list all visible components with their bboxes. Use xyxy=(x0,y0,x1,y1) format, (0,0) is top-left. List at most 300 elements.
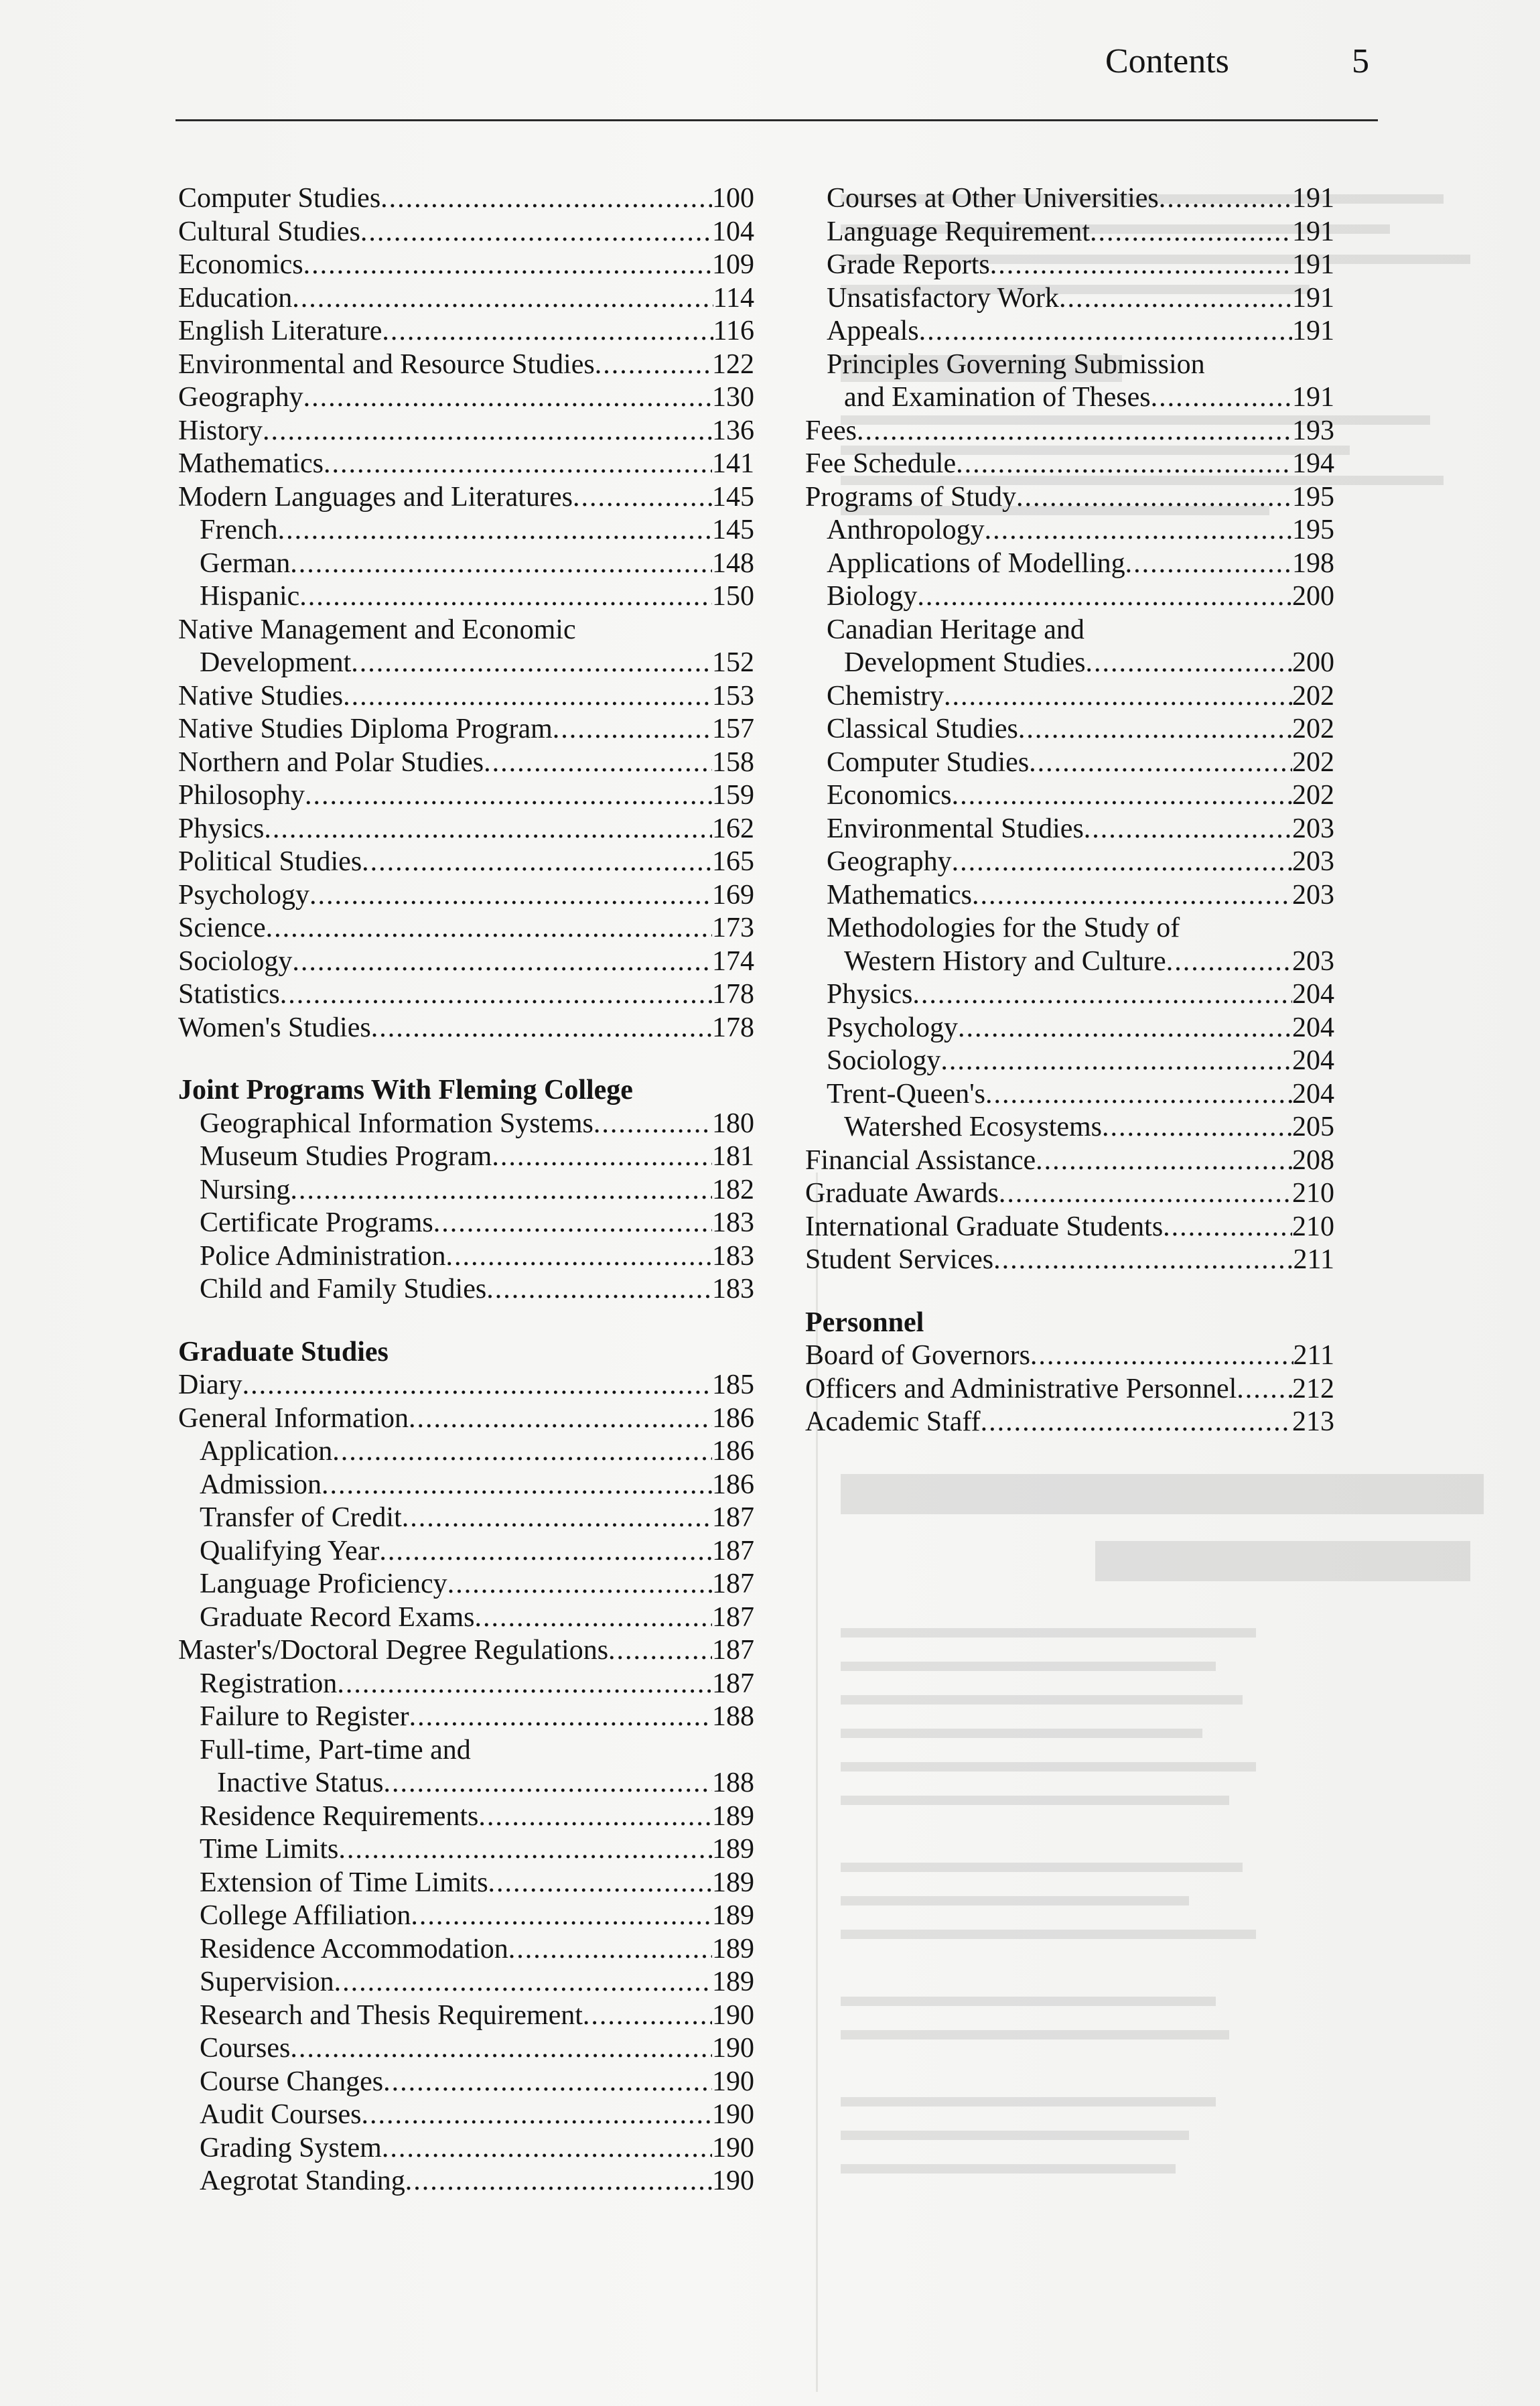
toc-entry-page: 183 xyxy=(712,1240,754,1272)
toc-entry[interactable] xyxy=(178,315,754,348)
toc-entry-page: 190 xyxy=(712,1999,754,2031)
dot-leader xyxy=(1237,1373,1292,1406)
toc-entry[interactable] xyxy=(805,381,1334,415)
toc-entry-page: 183 xyxy=(712,1207,754,1238)
dot-leader xyxy=(324,448,712,481)
toc-entry-page: 189 xyxy=(712,1867,754,1898)
toc-entry-title: Grading System xyxy=(200,2132,382,2163)
toc-entry[interactable] xyxy=(805,713,1334,746)
toc-entry[interactable] xyxy=(805,448,1334,481)
toc-entry-page: 202 xyxy=(1292,680,1334,712)
toc-entry[interactable] xyxy=(178,216,754,249)
toc-entry-title: Applications of Modelling xyxy=(827,547,1125,579)
toc-entry[interactable] xyxy=(178,846,754,879)
toc-entry[interactable] xyxy=(178,1174,754,1207)
dot-leader xyxy=(1018,713,1292,746)
dot-leader xyxy=(360,216,712,249)
toc-entry[interactable] xyxy=(178,1402,754,1436)
toc-entry[interactable] xyxy=(805,481,1334,515)
toc-entry-title: Application xyxy=(200,1436,333,1467)
toc-entry[interactable] xyxy=(178,1700,754,1734)
dot-leader xyxy=(290,1174,712,1207)
dot-leader xyxy=(1125,547,1292,581)
toc-entry-title: Courses at Other Universities xyxy=(827,183,1159,214)
dot-leader xyxy=(488,1867,712,1900)
toc-entry[interactable] xyxy=(178,514,754,547)
dot-leader xyxy=(508,1933,712,1966)
dot-leader xyxy=(593,1108,712,1141)
dot-leader xyxy=(1085,647,1292,680)
toc-entry[interactable] xyxy=(178,813,754,846)
toc-entry-page: 148 xyxy=(712,547,754,579)
toc-entry[interactable] xyxy=(178,2165,754,2198)
toc-entry[interactable] xyxy=(805,680,1334,714)
toc-entry[interactable] xyxy=(805,1406,1334,1439)
toc-section-heading: Joint Programs With Fleming College xyxy=(178,1075,633,1106)
dot-leader xyxy=(322,1469,712,1502)
toc-entry-page: 150 xyxy=(712,581,754,612)
dot-leader xyxy=(242,1369,712,1402)
toc-entry[interactable] xyxy=(178,1634,754,1668)
toc-entry-page: 191 xyxy=(1292,183,1334,214)
toc-entry[interactable] xyxy=(178,547,754,581)
toc-entry-title: Courses xyxy=(200,2033,291,2064)
toc-entry-title: Women's Studies xyxy=(178,1012,371,1043)
dot-leader xyxy=(305,779,712,813)
dot-leader xyxy=(1151,381,1292,415)
toc-entry-title: Northern and Polar Studies xyxy=(178,746,484,778)
toc-entry-title: Physics xyxy=(178,813,265,844)
toc-entry[interactable] xyxy=(805,1373,1334,1406)
toc-entry[interactable] xyxy=(178,746,754,780)
toc-entry[interactable] xyxy=(178,680,754,714)
toc-entry-title: Academic Staff xyxy=(805,1406,981,1437)
toc-entry-title: Native Studies xyxy=(178,680,344,712)
toc-entry-page: 187 xyxy=(712,1668,754,1699)
toc-entry-page: 203 xyxy=(1292,945,1334,977)
dot-leader xyxy=(475,1601,712,1635)
toc-entry-title: German xyxy=(200,547,291,579)
toc-entry[interactable] xyxy=(178,1568,754,1601)
toc-entry-page: 203 xyxy=(1292,879,1334,911)
toc-section-heading: Personnel xyxy=(805,1307,924,1338)
toc-entry-title: History xyxy=(178,415,263,446)
toc-entry-title: Residence Accommodation xyxy=(200,1933,508,1964)
toc-entry[interactable] xyxy=(178,2132,754,2165)
toc-entry-page: 180 xyxy=(712,1108,754,1139)
toc-entry[interactable] xyxy=(178,1833,754,1867)
dot-leader xyxy=(990,249,1292,282)
toc-entry-title: Environmental Studies xyxy=(827,813,1084,844)
toc-entry[interactable] xyxy=(178,978,754,1012)
toc-entry-title: Native Studies Diploma Program xyxy=(178,714,553,744)
toc-entry[interactable] xyxy=(805,1177,1334,1211)
dot-leader xyxy=(362,846,712,879)
dot-leader xyxy=(912,978,1292,1012)
dot-leader xyxy=(264,813,712,846)
toc-entry-title: International Graduate Students xyxy=(805,1211,1164,1242)
dot-leader xyxy=(402,1501,712,1535)
dot-leader xyxy=(278,514,712,547)
toc-entry[interactable] xyxy=(178,1800,754,1834)
dot-leader xyxy=(999,1177,1292,1211)
toc-entry-title: Development xyxy=(200,647,352,678)
header-rule xyxy=(176,119,1378,121)
toc-entry[interactable] xyxy=(805,846,1334,879)
toc-entry-page: 186 xyxy=(712,1402,754,1434)
toc-entry-page: 205 xyxy=(1292,1112,1334,1142)
toc-entry[interactable] xyxy=(178,1369,754,1402)
toc-entry[interactable] xyxy=(178,1999,754,2033)
toc-entry[interactable] xyxy=(805,315,1334,348)
dot-leader xyxy=(993,1244,1293,1277)
toc-entry[interactable] xyxy=(178,2066,754,2099)
toc-entry-title: Hispanic xyxy=(200,581,300,612)
toc-entry-title: Cultural Studies xyxy=(178,216,360,247)
toc-entry[interactable] xyxy=(178,580,754,614)
dot-leader xyxy=(985,1078,1292,1112)
toc-entry-page: 178 xyxy=(712,1012,754,1043)
toc-entry-page: 182 xyxy=(712,1174,754,1205)
dot-leader xyxy=(1036,1144,1292,1178)
toc-entry-page: 190 xyxy=(712,2099,754,2130)
toc-entry-page: 158 xyxy=(712,746,754,778)
dot-leader xyxy=(303,249,712,282)
toc-entry-title: Physics xyxy=(827,979,913,1010)
toc-entry[interactable] xyxy=(178,912,754,945)
dot-leader xyxy=(280,978,712,1012)
toc-entry-page: 203 xyxy=(1292,813,1334,844)
toc-entry-title: General Information xyxy=(178,1402,409,1434)
toc-entry-title: Anthropology xyxy=(827,515,985,545)
toc-entry[interactable] xyxy=(178,481,754,515)
toc-entry[interactable] xyxy=(178,1535,754,1568)
toc-entry-title: Unsatisfactory Work xyxy=(827,282,1059,314)
toc-entry[interactable] xyxy=(178,348,754,382)
toc-entry[interactable] xyxy=(178,1108,754,1141)
toc-entry[interactable] xyxy=(805,580,1334,614)
toc-entry-page: 198 xyxy=(1292,547,1334,579)
dot-leader xyxy=(383,2066,712,2099)
toc-entry[interactable] xyxy=(178,282,754,316)
toc-entry-page: 152 xyxy=(712,647,754,678)
toc-entry-title: Audit Courses xyxy=(200,2099,362,2130)
toc-entry[interactable] xyxy=(178,415,754,448)
toc-entry[interactable] xyxy=(805,779,1334,813)
toc-entry-title: Admission xyxy=(200,1469,322,1500)
toc-entry[interactable] xyxy=(805,1339,1334,1373)
section-spacer xyxy=(178,1307,754,1320)
toc-entry-title: Biology xyxy=(827,581,918,612)
dot-leader xyxy=(1016,481,1292,515)
dot-leader xyxy=(447,1568,712,1601)
toc-entry-title: Mathematics xyxy=(178,448,324,479)
dot-leader xyxy=(985,514,1292,547)
toc-entry[interactable] xyxy=(805,282,1334,316)
toc-entry-continued: Principles Governing Submission xyxy=(827,348,1205,380)
toc-entry-page: 204 xyxy=(1292,1045,1334,1076)
toc-entry-page: 100 xyxy=(712,183,754,214)
toc-entry-page: 187 xyxy=(712,1535,754,1566)
dot-leader xyxy=(952,779,1292,813)
dot-leader xyxy=(1059,282,1292,316)
dot-leader xyxy=(303,381,712,415)
toc-entry-page: 145 xyxy=(712,481,754,513)
toc-entry-title: Statistics xyxy=(178,979,280,1010)
dot-leader xyxy=(362,2098,713,2132)
toc-entry[interactable] xyxy=(805,547,1334,581)
toc-entry-page: 186 xyxy=(712,1469,754,1500)
toc-entry-page: 211 xyxy=(1293,1244,1334,1275)
toc-entry[interactable] xyxy=(178,1140,754,1174)
toc-entry-page: 202 xyxy=(1292,746,1334,778)
toc-entry[interactable] xyxy=(178,1933,754,1966)
dot-leader xyxy=(292,282,713,316)
toc-entry-page: 190 xyxy=(712,2165,754,2196)
dot-leader xyxy=(1030,1339,1293,1373)
toc-entry-title: Computer Studies xyxy=(178,183,381,214)
toc-entry-page: 208 xyxy=(1292,1144,1334,1176)
dot-leader xyxy=(409,1700,712,1734)
dot-leader xyxy=(405,2165,712,2198)
toc-entry-page: 190 xyxy=(712,2033,754,2064)
toc-entry[interactable] xyxy=(805,415,1334,448)
toc-entry-title: and Examination of Theses xyxy=(844,382,1151,413)
toc-entry[interactable] xyxy=(805,647,1334,680)
toc-entry[interactable] xyxy=(178,1668,754,1701)
toc-entry-title: Supervision xyxy=(200,1966,334,1997)
toc-entry-title: Economics xyxy=(178,249,303,280)
toc-entry-title: Extension of Time Limits xyxy=(200,1867,488,1898)
toc-entry-title: Computer Studies xyxy=(827,746,1030,778)
toc-entry-title: Development Studies xyxy=(844,647,1086,678)
toc-entry[interactable] xyxy=(178,1966,754,1999)
toc-entry-title: Diary xyxy=(178,1369,242,1400)
toc-entry[interactable] xyxy=(178,779,754,813)
toc-entry-page: 178 xyxy=(712,979,754,1010)
toc-entry-page: 189 xyxy=(712,1933,754,1964)
toc-entry[interactable] xyxy=(178,1469,754,1502)
dot-leader xyxy=(944,680,1292,714)
toc-entry[interactable] xyxy=(805,879,1334,913)
dot-leader xyxy=(411,1899,712,1933)
toc-entry-page: 202 xyxy=(1292,714,1334,744)
dot-leader xyxy=(332,1435,712,1469)
toc-entry-page: 195 xyxy=(1292,515,1334,545)
toc-entry[interactable] xyxy=(178,2098,754,2132)
toc-entry-page: 189 xyxy=(712,1800,754,1832)
dot-leader xyxy=(379,1535,712,1568)
toc-entry[interactable] xyxy=(805,945,1334,979)
dot-leader xyxy=(917,580,1292,614)
toc-entry-page: 187 xyxy=(712,1502,754,1533)
toc-entry-title: Appeals xyxy=(827,316,919,346)
toc-entry-title: Psychology xyxy=(827,1012,959,1043)
toc-entry[interactable] xyxy=(805,746,1334,780)
dot-leader xyxy=(309,879,712,913)
toc-entry-title: Modern Languages and Literatures xyxy=(178,481,573,513)
toc-entry-page: 187 xyxy=(712,1601,754,1633)
toc-entry-title: Master's/Doctoral Degree Regulations xyxy=(178,1635,609,1666)
toc-entry-continued: Canadian Heritage and xyxy=(827,614,1084,645)
toc-entry[interactable] xyxy=(178,2032,754,2066)
toc-entry[interactable] xyxy=(178,448,754,481)
toc-entry-page: 114 xyxy=(713,282,754,314)
toc-entry[interactable] xyxy=(178,1501,754,1535)
toc-entry-continued: Methodologies for the Study of xyxy=(827,913,1180,943)
toc-entry-title: Grade Reports xyxy=(827,249,990,280)
toc-entry-title: Nursing xyxy=(200,1174,291,1205)
toc-entry-title: Graduate Record Exams xyxy=(200,1601,475,1633)
toc-entry-title: Western History and Culture xyxy=(844,945,1166,977)
dot-leader xyxy=(956,448,1292,481)
toc-entry[interactable] xyxy=(178,945,754,979)
dot-leader xyxy=(972,879,1292,913)
dot-leader xyxy=(857,415,1292,448)
dot-leader xyxy=(290,547,712,581)
toc-entry[interactable] xyxy=(178,1207,754,1240)
toc-entry-title: Time Limits xyxy=(200,1834,339,1865)
dot-leader xyxy=(338,1833,712,1867)
toc-entry[interactable] xyxy=(178,1867,754,1900)
toc-entry[interactable] xyxy=(178,1767,754,1800)
toc-entry-page: 104 xyxy=(712,216,754,247)
dot-leader xyxy=(299,580,712,614)
toc-entry-title: Philosophy xyxy=(178,780,305,811)
toc-entry[interactable] xyxy=(805,1078,1334,1112)
section-spacer xyxy=(805,1277,1334,1290)
header-page-number: 5 xyxy=(1352,42,1369,80)
toc-entry[interactable] xyxy=(805,249,1334,282)
toc-entry-title: French xyxy=(200,515,278,545)
toc-entry-page: 122 xyxy=(712,348,754,380)
toc-entry-page: 145 xyxy=(712,515,754,545)
section-spacer xyxy=(178,1045,754,1058)
header-title: Contents xyxy=(1105,42,1229,80)
toc-entry[interactable] xyxy=(805,1045,1334,1078)
dot-leader xyxy=(290,2032,712,2066)
toc-entry-page: 211 xyxy=(1293,1340,1334,1371)
toc-entry[interactable] xyxy=(178,249,754,282)
toc-entry-page: 153 xyxy=(712,680,754,712)
toc-entry-page: 189 xyxy=(712,1966,754,1997)
toc-entry[interactable] xyxy=(805,813,1334,846)
toc-entry[interactable] xyxy=(178,1899,754,1933)
toc-entry[interactable] xyxy=(178,1240,754,1274)
toc-entry-page: 213 xyxy=(1292,1406,1334,1437)
toc-entry[interactable] xyxy=(805,1111,1334,1144)
toc-right-column xyxy=(805,182,1334,1439)
dot-leader xyxy=(981,1406,1292,1439)
toc-entry-page: 190 xyxy=(712,2132,754,2163)
toc-entry-page: 109 xyxy=(712,249,754,280)
dot-leader xyxy=(595,348,712,382)
toc-entry-page: 188 xyxy=(712,1767,754,1798)
toc-entry-title: Aegrotat Standing xyxy=(200,2165,405,2196)
dot-leader xyxy=(1090,216,1292,249)
toc-entry-page: 195 xyxy=(1292,481,1334,513)
toc-entry[interactable] xyxy=(805,514,1334,547)
toc-entry-title: Language Requirement xyxy=(827,216,1091,247)
dot-leader xyxy=(478,1800,712,1834)
toc-entry[interactable] xyxy=(805,216,1334,249)
toc-section-heading: Graduate Studies xyxy=(178,1336,389,1367)
dot-leader xyxy=(583,1999,712,2033)
toc-entry-page: 181 xyxy=(712,1141,754,1172)
toc-entry-title: English Literature xyxy=(178,316,382,346)
dot-leader xyxy=(382,315,713,348)
toc-entry-page: 159 xyxy=(712,780,754,811)
toc-entry-title: Education xyxy=(178,282,293,314)
toc-entry-title: Sociology xyxy=(178,945,293,977)
toc-entry-title: Mathematics xyxy=(827,879,972,911)
dot-leader xyxy=(371,1012,712,1045)
toc-entry-page: 200 xyxy=(1292,647,1334,678)
toc-entry[interactable] xyxy=(805,1211,1334,1244)
toc-entry-page: 191 xyxy=(1292,316,1334,346)
toc-entry-title: Inactive Status xyxy=(217,1767,384,1798)
toc-entry-title: Geography xyxy=(827,846,952,877)
toc-entry-title: Qualifying Year xyxy=(200,1535,380,1566)
toc-entry-title: Language Proficiency xyxy=(200,1568,447,1599)
toc-entry-page: 188 xyxy=(712,1701,754,1732)
toc-entry-title: Museum Studies Program xyxy=(200,1141,492,1172)
toc-entry[interactable] xyxy=(178,647,754,680)
toc-entry-page: 165 xyxy=(712,846,754,877)
toc-entry-page: 191 xyxy=(1292,282,1334,314)
toc-entry[interactable] xyxy=(178,713,754,746)
toc-entry-page: 187 xyxy=(712,1635,754,1666)
toc-entry-title: Economics xyxy=(827,780,952,811)
toc-entry-title: Residence Requirements xyxy=(200,1800,479,1832)
dot-leader xyxy=(266,912,712,945)
toc-entry[interactable] xyxy=(178,1601,754,1635)
toc-entry-title: Geography xyxy=(178,382,303,413)
toc-entry-title: Psychology xyxy=(178,879,310,911)
dot-leader xyxy=(351,647,712,680)
dot-leader xyxy=(337,1668,712,1701)
toc-entry-page: 187 xyxy=(712,1568,754,1599)
toc-entry-page: 191 xyxy=(1292,249,1334,280)
toc-entry[interactable] xyxy=(805,978,1334,1012)
toc-entry-page: 200 xyxy=(1292,581,1334,612)
toc-entry-page: 130 xyxy=(712,382,754,413)
dot-leader xyxy=(608,1634,712,1668)
toc-entry[interactable] xyxy=(178,381,754,415)
toc-entry[interactable] xyxy=(178,1435,754,1469)
toc-entry[interactable] xyxy=(178,1273,754,1307)
toc-entry-page: 210 xyxy=(1292,1211,1334,1242)
toc-entry-title: Course Changes xyxy=(200,2066,384,2097)
toc-entry[interactable] xyxy=(805,1244,1334,1277)
toc-entry[interactable] xyxy=(178,182,754,216)
toc-entry[interactable] xyxy=(178,1012,754,1045)
dot-leader xyxy=(958,1012,1292,1045)
toc-entry-page: 212 xyxy=(1292,1373,1334,1404)
toc-entry-page: 162 xyxy=(712,813,754,844)
toc-entry-title: Science xyxy=(178,913,266,943)
toc-entry[interactable] xyxy=(805,1144,1334,1178)
toc-entry[interactable] xyxy=(805,182,1334,216)
toc-entry[interactable] xyxy=(805,1012,1334,1045)
dot-leader xyxy=(380,182,712,216)
toc-entry[interactable] xyxy=(178,879,754,913)
toc-entry-title: Watershed Ecosystems xyxy=(844,1112,1103,1142)
toc-entry-continued: Full-time, Part-time and xyxy=(200,1734,471,1765)
dot-leader xyxy=(1084,813,1292,846)
toc-entry-title: Geographical Information Systems xyxy=(200,1108,593,1139)
toc-entry-title: Officers and Administrative Personnel xyxy=(805,1373,1237,1404)
